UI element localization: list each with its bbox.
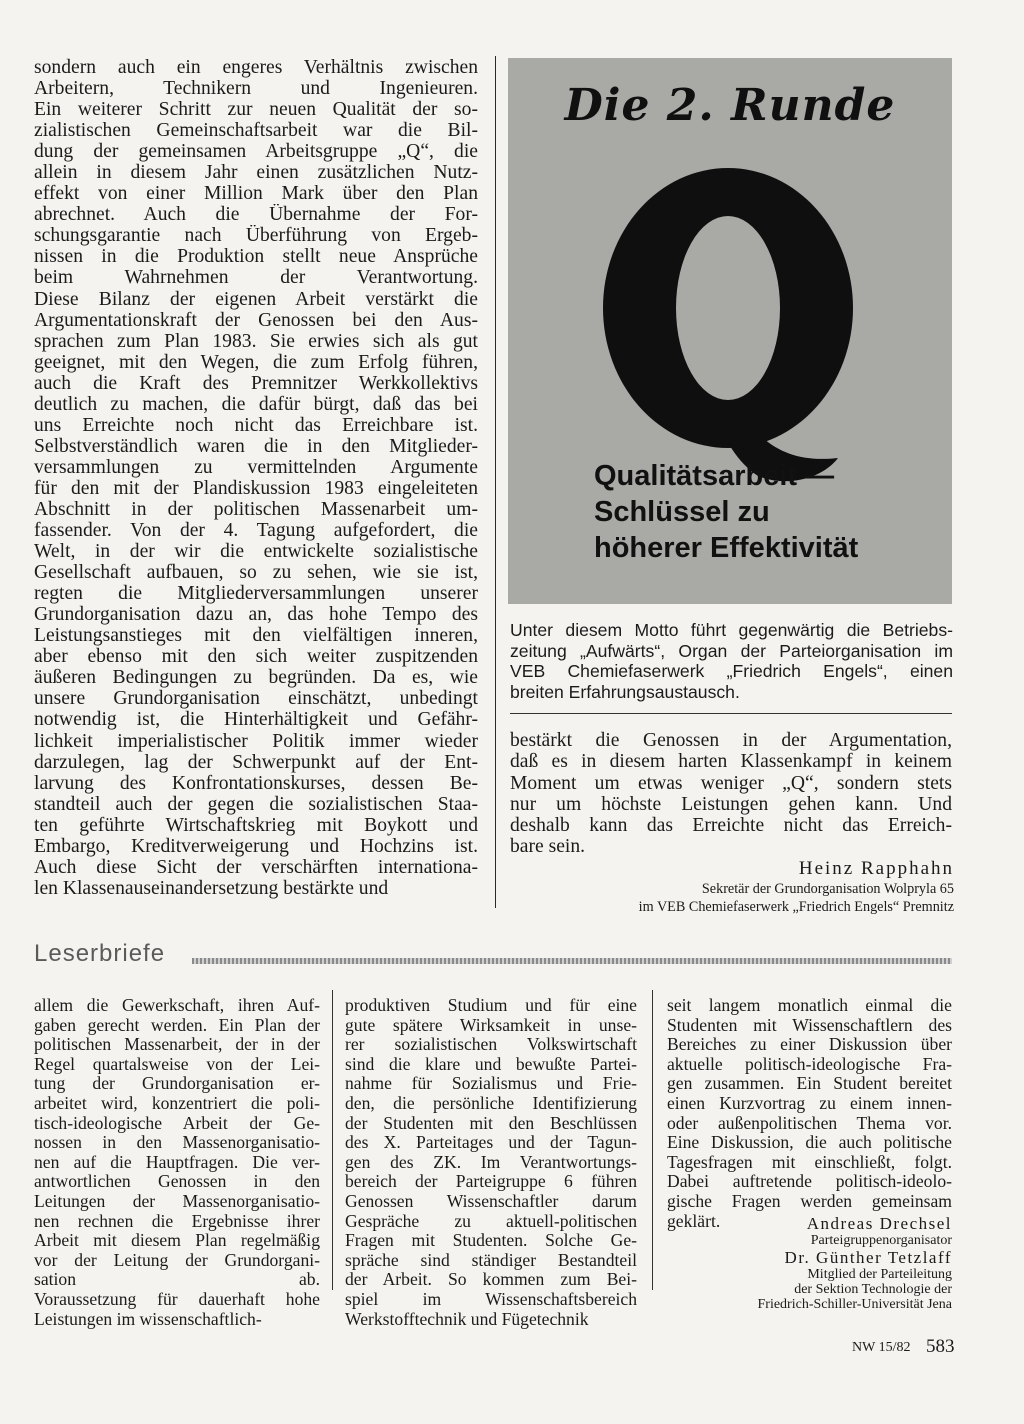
letter-signatures [660, 1211, 952, 1312]
text-line: uns Erreichte noch nicht das Erreichbare ist. [34, 414, 478, 436]
text-line: nen rechnen die Ergebnisse ihrer [34, 1211, 320, 1231]
text-line: sondern auch ein engeres Verhältnis zwischen [34, 57, 478, 78]
author-role-line-2: im VEB Chemiefaserwerk „Friedrich Engels“ Premnitz [638, 899, 954, 915]
text-line: sind die klare und bewußte Partei- [345, 1054, 637, 1074]
text-line: bare sein. [510, 836, 586, 858]
text-line: Leitungen der Massenorganisatio- [34, 1191, 320, 1211]
text-line: effekt von einer Million Mark über den Plan [34, 183, 478, 205]
text-line: gute spätere Wirksamkeit in unse- [345, 1015, 637, 1035]
text-line: larvung des Konfrontationskurses, dessen Be- [34, 772, 478, 794]
text-line: Abschnitt in der politischen Massenarbeit um- [34, 498, 478, 520]
section-rule [192, 958, 952, 964]
text-line: lichkeit imperialistischer Politik immer wieder [34, 730, 478, 752]
text-line: gaben gerecht werden. Ein Plan der [34, 1015, 320, 1035]
text-line: Leistungen im wissenschaftlich- [34, 1309, 262, 1329]
author-role-line-1: Sekretär der Grundorganisation Wolpryla 65 [701, 881, 954, 897]
motto-line-1: Qualitätsarbeit — [594, 460, 835, 492]
text-line: nossen in den Massenorganisatio- [34, 1133, 320, 1153]
poster-caption [510, 620, 953, 702]
text-line: Gesellschaft aufbauen, so zu sehen, wie sie ist, [34, 562, 478, 584]
text-line: Auch diese Sicht der verschärften internationa- [34, 856, 478, 878]
letters-column-3 [667, 996, 952, 1231]
letter-author-1-role: Parteigruppenorganisator [810, 1233, 952, 1248]
text-line: für den mit der Plandiskussion 1983 eingeleiteten [34, 477, 478, 499]
text-line: rer sozialistischen Volkswirtschaft [345, 1035, 637, 1055]
text-line: Bereiches zu einer Diskussion über [667, 1035, 952, 1055]
motto-line-3: höherer Effektivität [594, 532, 859, 564]
letters-column-2 [345, 996, 637, 1329]
text-line: beim Wahrnehmen der Verantwortung. [34, 267, 478, 289]
text-line: Gespräche zu aktuell-politischen [345, 1211, 637, 1231]
text-line: Moment um etwas weniger „Q“, sondern stets [510, 772, 952, 794]
text-line: nissen in die Produktion stellt neue Ansprüche [34, 246, 478, 268]
text-line: oder außenpolitischen Thema vor. [667, 1113, 952, 1133]
letters-column-1 [34, 996, 320, 1329]
text-line: aber ebenso mit den sich weiter zuspitzenden [34, 646, 478, 668]
text-line: dung der gemeinsamen Arbeitsgruppe „Q“, die [34, 141, 478, 163]
text-line: gen des ZK. Im Verantwortungs- [345, 1152, 637, 1172]
text-line: gische Fragen werden gemeinsam [667, 1191, 952, 1211]
letter-author-2-role-b: der Sektion Technologie der [794, 1282, 952, 1297]
text-line: Ein weiterer Schritt zur neuen Qualität der so- [34, 99, 478, 121]
text-line: seit langem monatlich einmal die [667, 996, 952, 1015]
text-line: tung der Grundorganisation er- [34, 1074, 320, 1094]
text-line: fassender. Von der 4. Tagung aufgefordert, die [34, 520, 478, 542]
text-line: des X. Parteitages und der Tagun- [345, 1133, 637, 1153]
text-line: allein in diesem Jahr einen zusätzlichen Nutz- [34, 162, 478, 184]
text-line: notwendig ist, die Hinterhältigkeit und Gefähr- [34, 709, 478, 731]
text-line: zialistischen Gemeinschaftsarbeit war die Bil- [34, 120, 478, 142]
text-line: versammlungen zu vermittelnden Argumente [34, 456, 478, 478]
text-line: Dabei auftretende politisch-ideolo- [667, 1172, 952, 1192]
letter-author-1: Andreas Drechsel [806, 1214, 952, 1233]
text-line: nen auf die Hauptfragen. Die ver- [34, 1152, 320, 1172]
text-line: abrechnet. Auch die Übernahme der For- [34, 204, 478, 226]
text-line: unsere Grundorganisation einschätzt, unbedingt [34, 688, 478, 710]
text-line: Diese Bilanz der eigenen Arbeit verstärkt die [34, 288, 478, 310]
letter-author-2-role-a: Mitglied der Parteileitung [807, 1267, 952, 1282]
text-line: sprachen zum Plan 1983. Sie erwies sich als gut [34, 330, 478, 352]
text-line: Studenten mit Wissenschaftlern des [667, 1015, 952, 1035]
text-line: der Studenten mit den Beschlüssen [345, 1113, 637, 1133]
text-line: Selbstverständlich waren die in den Mitglieder- [34, 435, 478, 457]
text-line: Embargo, Kreditverweigerung und Hochzins ist. [34, 835, 478, 857]
text-line: deutlich zu machen, die dafür bürgt, daß das bei [34, 393, 478, 415]
section-heading: Leserbriefe [34, 940, 166, 967]
text-line: sation ab. [34, 1270, 320, 1290]
text-line: vor der Leitung der Grundorgani- [34, 1250, 320, 1270]
text-line: Arbeit mit diesem Plan regelmäßig [34, 1231, 320, 1251]
text-line: produktiven Studium und für eine [345, 996, 637, 1015]
text-line: Eine Diskussion, die auch politische [667, 1133, 952, 1153]
text-line: VEB Chemiefaserwerk „Friedrich Engels“, einen [510, 661, 953, 682]
author-signature [600, 858, 954, 916]
text-line: len Klassenauseinandersetzung bestärkte und [34, 877, 389, 899]
text-line: Argumentationskraft der Genossen bei den Aus- [34, 309, 478, 331]
motto-line-2: Schlüssel zu [594, 496, 770, 528]
text-line: bereich der Parteigruppe 6 führen [345, 1172, 637, 1192]
text-line: antwortlichen Genossen in den [34, 1172, 320, 1192]
text-line: deshalb kann das Erreichte nicht das Erreich- [510, 815, 952, 837]
text-line: gen zusammen. Ein Student bereitet [667, 1074, 952, 1094]
text-line: nahme für Sozialismus und Frie- [345, 1074, 637, 1094]
text-line: nur um höchste Leistungen gehen kann. Und [510, 793, 952, 815]
text-line: Fragen mit Studenten. Solche Ge- [345, 1231, 637, 1251]
poster-image [508, 58, 952, 604]
caption-divider [510, 713, 952, 714]
text-line: Werkstofftechnik und Fügetechnik [345, 1309, 589, 1329]
text-line: geeignet, mit den Wegen, die zum Erfolg führen, [34, 351, 478, 373]
page-number: 583 [926, 1336, 955, 1357]
text-line: ten geführte Wirtschaftskrieg mit Boykott und [34, 814, 478, 836]
text-line: Leistungsanstieges mit den vielfältigen inneren, [34, 625, 478, 647]
text-line: regten die Mitgliederversammlungen unserer [34, 583, 478, 605]
text-line: äußeren Bedingungen zu begründen. Da es, wie [34, 667, 478, 689]
q-letter-graphic [588, 158, 878, 498]
text-line: spiel im Wissenschaftsbereich [345, 1289, 637, 1309]
text-line: daß es in diesem harten Klassenkampf in keinem [510, 751, 952, 773]
text-line: tisch-ideologische Arbeit der Ge- [34, 1113, 320, 1133]
text-line: geklärt. [667, 1211, 721, 1231]
letter-author-2-role-c: Friedrich-Schiller-Universität Jena [757, 1297, 952, 1312]
text-line: der Arbeit. So kommen zum Bei- [345, 1270, 637, 1290]
letter-author-2: Dr. Günther Tetzlaff [784, 1248, 952, 1267]
letters-divider-1 [332, 990, 333, 1290]
text-line: Arbeitern, Technikern und Ingenieuren. [34, 78, 478, 100]
text-line: Voraussetzung für dauerhaft hohe [34, 1289, 320, 1309]
text-line: darzulegen, lag der Schwerpunkt auf der Ent- [34, 751, 478, 773]
text-line: Tagesfragen mit einschließt, folgt. [667, 1152, 952, 1172]
text-line: auch die Kraft des Premnitzer Werkkollektivs [34, 372, 478, 394]
text-line: allem die Gewerkschaft, ihren Auf- [34, 996, 320, 1015]
text-line: Grundorganisation dazu an, das hohe Tempo des [34, 604, 478, 626]
column-divider [495, 56, 496, 908]
text-line: standteil auch der gegen die sozialistischen Staa- [34, 793, 478, 815]
text-line: zeitung „Aufwärts“, Organ der Parteiorganisation im [510, 640, 953, 661]
text-line: Genossen Wissenschaftler darum [345, 1191, 637, 1211]
text-line: arbeitet wird, konzentriert die poli- [34, 1093, 320, 1113]
text-line: einen Kurzvortrag zu einem innen- [667, 1093, 952, 1113]
issue-number: NW 15/82 [852, 1340, 911, 1355]
text-line: Regel quartalsweise von der Lei- [34, 1054, 320, 1074]
poster-motto [594, 458, 934, 566]
top-right-column [510, 730, 952, 858]
text-line: Unter diesem Motto führt gegenwärtig die Betriebs- [510, 620, 953, 640]
author-name: Heinz Rapphahn [798, 858, 954, 879]
poster-title: Die 2. Runde [564, 80, 896, 131]
text-line: schungsgarantie nach Überführung von Ergeb- [34, 225, 478, 247]
text-line: spräche sind ständiger Bestandteil [345, 1250, 637, 1270]
text-line: aktuelle politisch-ideologische Fra- [667, 1054, 952, 1074]
text-line: Welt, in der wir die entwickelte sozialistische [34, 541, 478, 563]
letters-divider-2 [652, 990, 653, 1290]
text-line: breiten Erfahrungsaustausch. [510, 681, 740, 702]
top-left-column [34, 57, 478, 899]
text-line: bestärkt die Genossen in der Argumentation, [510, 730, 952, 751]
text-line: den, die persönliche Identifizierung [345, 1093, 637, 1113]
text-line: politischen Massenarbeit, der in der [34, 1035, 320, 1055]
